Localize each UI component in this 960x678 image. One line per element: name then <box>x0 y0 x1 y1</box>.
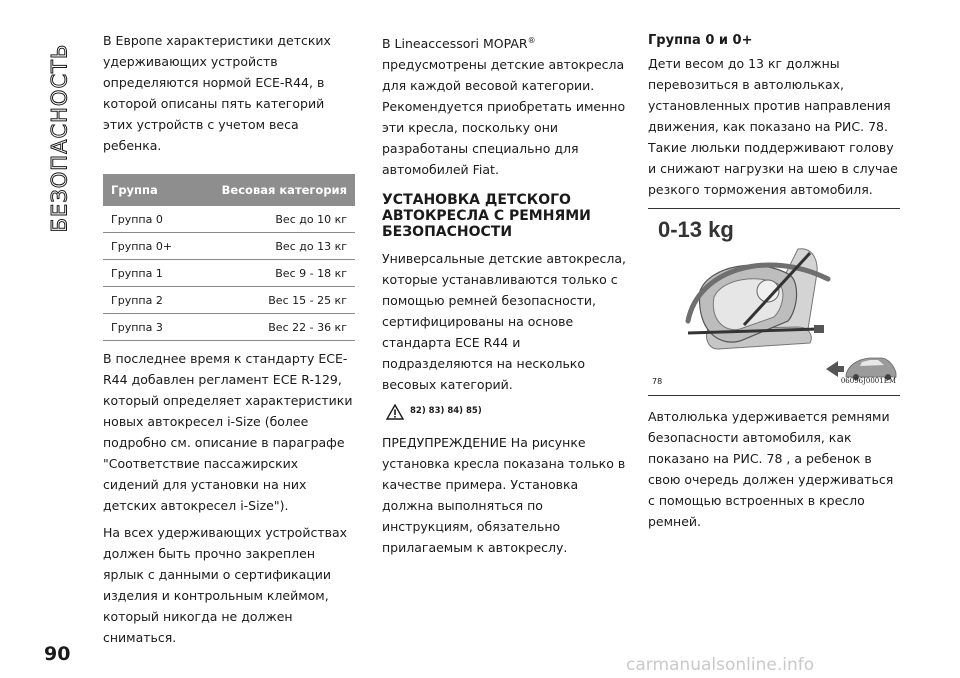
mopar-rest: предусмотрены детские автокресла для каждой весовой категории. Рекомендуется приобретать именно эти кресла, поскольку они разработаны специально для автомобилей Fiat. <box>382 57 626 178</box>
section-title-text: БЕЗОПАСНОСТЬ <box>47 43 71 233</box>
mopar-lead: В Lineaccessori MOPAR <box>382 36 528 52</box>
child-seat-illustration <box>648 209 900 395</box>
table-cell-weight: Вес 22 - 36 кг <box>192 314 355 341</box>
table-cell-weight: Вес 9 - 18 кг <box>192 260 355 287</box>
column-3 <box>648 30 900 538</box>
table-cell-group: Группа 0 <box>103 206 192 233</box>
universal-seats-paragraph: Универсальные детские автокресла, которые устанавливаются только с помощью ремней безопасности, сертифицированы на основе стандарта ECE R44 и подразделяются на несколько весовых категорий. <box>382 251 626 393</box>
table-row <box>103 287 355 314</box>
certification-label-paragraph: На всех удерживающих устройствах должен быть прочно закреплен ярлык с данными о сертификации изделия и контрольным клеймом, который никогда не должен сниматься. <box>103 525 348 645</box>
table-cell-group: Группа 2 <box>103 287 192 314</box>
table-cell-weight: Вес 15 - 25 кг <box>192 287 355 314</box>
group-0-paragraph: Дети весом до 13 кг должны перевозиться в автолюльках, установленных против направления движения, как показано на РИС. 78. Такие люльки поддерживают голову и снижают нагрузки на шею в случае резкого торможения автомобиля. <box>648 56 898 197</box>
watermark: carmanualsonline.info <box>626 655 815 675</box>
figure-78 <box>648 208 900 396</box>
figure-weight-label: 0-13 kg <box>658 217 734 242</box>
warning-triangle-icon <box>386 404 404 420</box>
figure-number: 78 <box>652 377 663 386</box>
table-header-group: Группа <box>103 174 192 206</box>
section-heading: УСТАНОВКА ДЕТСКОГО АВТОКРЕСЛА С РЕМНЯМИ БЕЗОПАСНОСТИ <box>382 192 591 241</box>
weight-group-table <box>103 174 355 341</box>
table-cell-group: Группа 0+ <box>103 233 192 260</box>
page-number: 90 <box>44 643 71 665</box>
table-row <box>103 314 355 341</box>
table-header-weight: Весовая категория <box>192 174 355 206</box>
table-cell-group: Группа 3 <box>103 314 192 341</box>
mopar-paragraph <box>382 30 628 180</box>
ece-r129-paragraph: В последнее время к стандарту ECE-R44 добавлен регламент ECE R-129, который определяет характеристики новых автокресел i-Size (более подробно см. описание в параграфе "Соответствие пассажирских сидений для установки на них детских автокресел i-Size"). <box>103 351 353 513</box>
figure-code: 06096J0001EM <box>840 377 896 385</box>
group-0-title: Группа 0 и 0+ <box>648 33 753 48</box>
table-row <box>103 206 355 233</box>
column-1 <box>103 30 355 654</box>
warning-references <box>386 401 628 422</box>
warning-reference-numbers: 82) 83) 84) 85) <box>410 406 482 417</box>
table-row <box>103 233 355 260</box>
harness-paragraph: Автолюлька удерживается ремнями безопасности автомобиля, как показано на РИС. 78 , а ребенок в свою очередь должен удерживаться с помощью встроенных в кресло ремней. <box>648 409 894 529</box>
column-2 <box>382 30 628 564</box>
table-cell-group: Группа 1 <box>103 260 192 287</box>
section-side-title <box>44 34 74 242</box>
table-cell-weight: Вес до 10 кг <box>192 206 355 233</box>
warning-paragraph: ПРЕДУПРЕЖДЕНИЕ На рисунке установка кресла показана только в качестве примера. Установка должна выполняться по инструкциям, обязательно прилагаемым к автокреслу. <box>382 435 626 556</box>
table-row <box>103 260 355 287</box>
intro-paragraph: В Европе характеристики детских удерживающих устройств определяются нормой ECE-R44, в которой описаны пять категорий этих устройств с учетом веса ребенка. <box>103 33 331 153</box>
table-cell-weight: Вес до 13 кг <box>192 233 355 260</box>
registered-mark: ® <box>527 36 536 45</box>
table-header-row <box>103 174 355 206</box>
